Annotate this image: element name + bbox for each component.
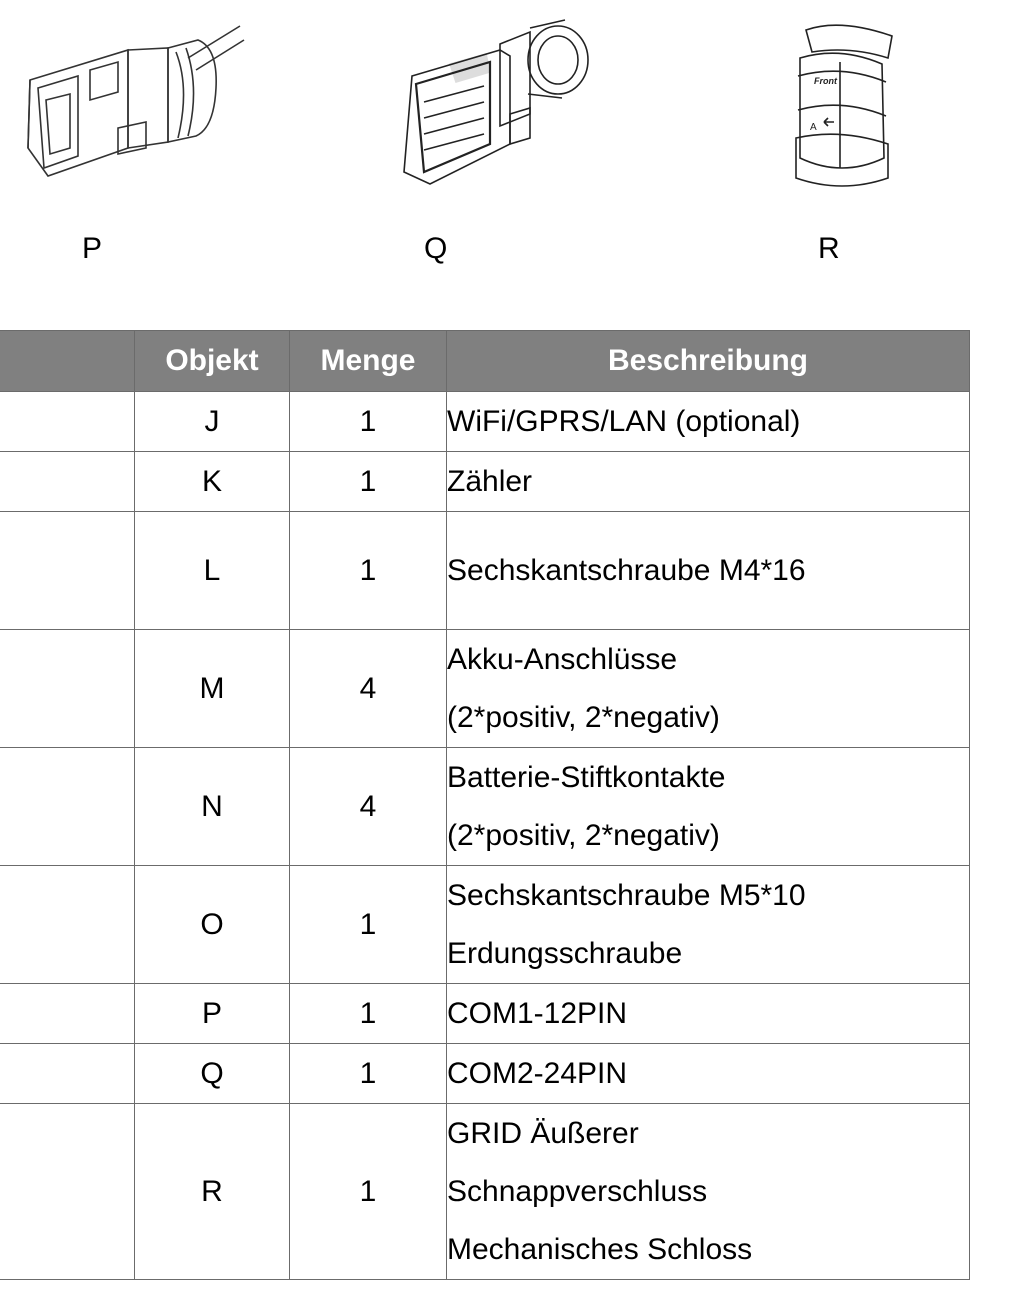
- figure-label-q: Q: [424, 232, 448, 265]
- objekt-cell: R: [135, 1104, 290, 1280]
- a-marking: A: [810, 122, 817, 133]
- menge-cell: 1: [290, 1044, 447, 1104]
- menge-cell: 4: [290, 748, 447, 866]
- objekt-cell: N: [135, 748, 290, 866]
- beschreibung-line: WiFi/GPRS/LAN (optional): [447, 404, 801, 438]
- beschreibung-cell: [447, 1044, 970, 1104]
- menge-cell: 1: [290, 452, 447, 512]
- beschreibung-cell: [447, 748, 970, 866]
- blank-cell: [0, 392, 135, 452]
- beschreibung-line: Sechskantschraube M5*10: [447, 878, 806, 912]
- beschreibung-cell: [447, 1104, 970, 1280]
- beschreibung-line: (2*positiv, 2*negativ): [447, 700, 720, 734]
- beschreibung-line: COM1-12PIN: [447, 996, 628, 1030]
- beschreibung-line: Zähler: [447, 464, 533, 498]
- blank-cell: [0, 630, 135, 748]
- blank-cell: [0, 748, 135, 866]
- table-row: [0, 630, 970, 748]
- table-row: [0, 984, 970, 1044]
- table-row: [0, 748, 970, 866]
- table-row: [0, 1044, 970, 1104]
- header-menge: Menge: [290, 331, 447, 392]
- table-row: [0, 392, 970, 452]
- table-row: [0, 1104, 970, 1280]
- objekt-cell: K: [135, 452, 290, 512]
- objekt-cell: Q: [135, 1044, 290, 1104]
- figure-label-r: R: [818, 232, 840, 265]
- blank-cell: [0, 1104, 135, 1280]
- objekt-cell: J: [135, 392, 290, 452]
- beschreibung-line: (2*positiv, 2*negativ): [447, 818, 720, 852]
- table-header-row: [0, 331, 970, 392]
- blank-cell: [0, 452, 135, 512]
- front-marking: Front: [814, 76, 837, 86]
- connector-r-illustration: [770, 18, 910, 193]
- blank-cell: [0, 1044, 135, 1104]
- beschreibung-line: Akku-Anschlüsse: [447, 642, 678, 676]
- header-objekt: Objekt: [135, 331, 290, 392]
- beschreibung-cell: [447, 630, 970, 748]
- table-row: [0, 866, 970, 984]
- header-beschreibung: Beschreibung: [447, 331, 970, 392]
- beschreibung-cell: [447, 512, 970, 630]
- header-blank: [0, 331, 135, 392]
- figure-label-p: P: [82, 232, 103, 265]
- beschreibung-line: Mechanisches Schloss: [447, 1232, 753, 1266]
- parts-table: [0, 330, 970, 1280]
- connector-p-illustration: [18, 18, 248, 193]
- beschreibung-line: GRID Äußerer: [447, 1116, 639, 1150]
- connector-q-illustration: [390, 14, 605, 194]
- blank-cell: [0, 984, 135, 1044]
- blank-cell: [0, 866, 135, 984]
- menge-cell: 4: [290, 630, 447, 748]
- objekt-cell: O: [135, 866, 290, 984]
- menge-cell: 1: [290, 984, 447, 1044]
- blank-cell: [0, 512, 135, 630]
- menge-cell: 1: [290, 1104, 447, 1280]
- beschreibung-cell: [447, 866, 970, 984]
- menge-cell: 1: [290, 512, 447, 630]
- objekt-cell: P: [135, 984, 290, 1044]
- menge-cell: 1: [290, 392, 447, 452]
- menge-cell: 1: [290, 866, 447, 984]
- beschreibung-line: COM2-24PIN: [447, 1056, 628, 1090]
- beschreibung-line: Schnappverschluss: [447, 1174, 708, 1208]
- table-row: [0, 452, 970, 512]
- beschreibung-cell: [447, 392, 970, 452]
- beschreibung-cell: [447, 984, 970, 1044]
- beschreibung-line: Sechskantschraube M4*16: [447, 553, 806, 587]
- objekt-cell: L: [135, 512, 290, 630]
- beschreibung-cell: [447, 452, 970, 512]
- beschreibung-line: Erdungsschraube: [447, 936, 683, 970]
- table-row: [0, 512, 970, 630]
- beschreibung-line: Batterie-Stiftkontakte: [447, 760, 726, 794]
- objekt-cell: M: [135, 630, 290, 748]
